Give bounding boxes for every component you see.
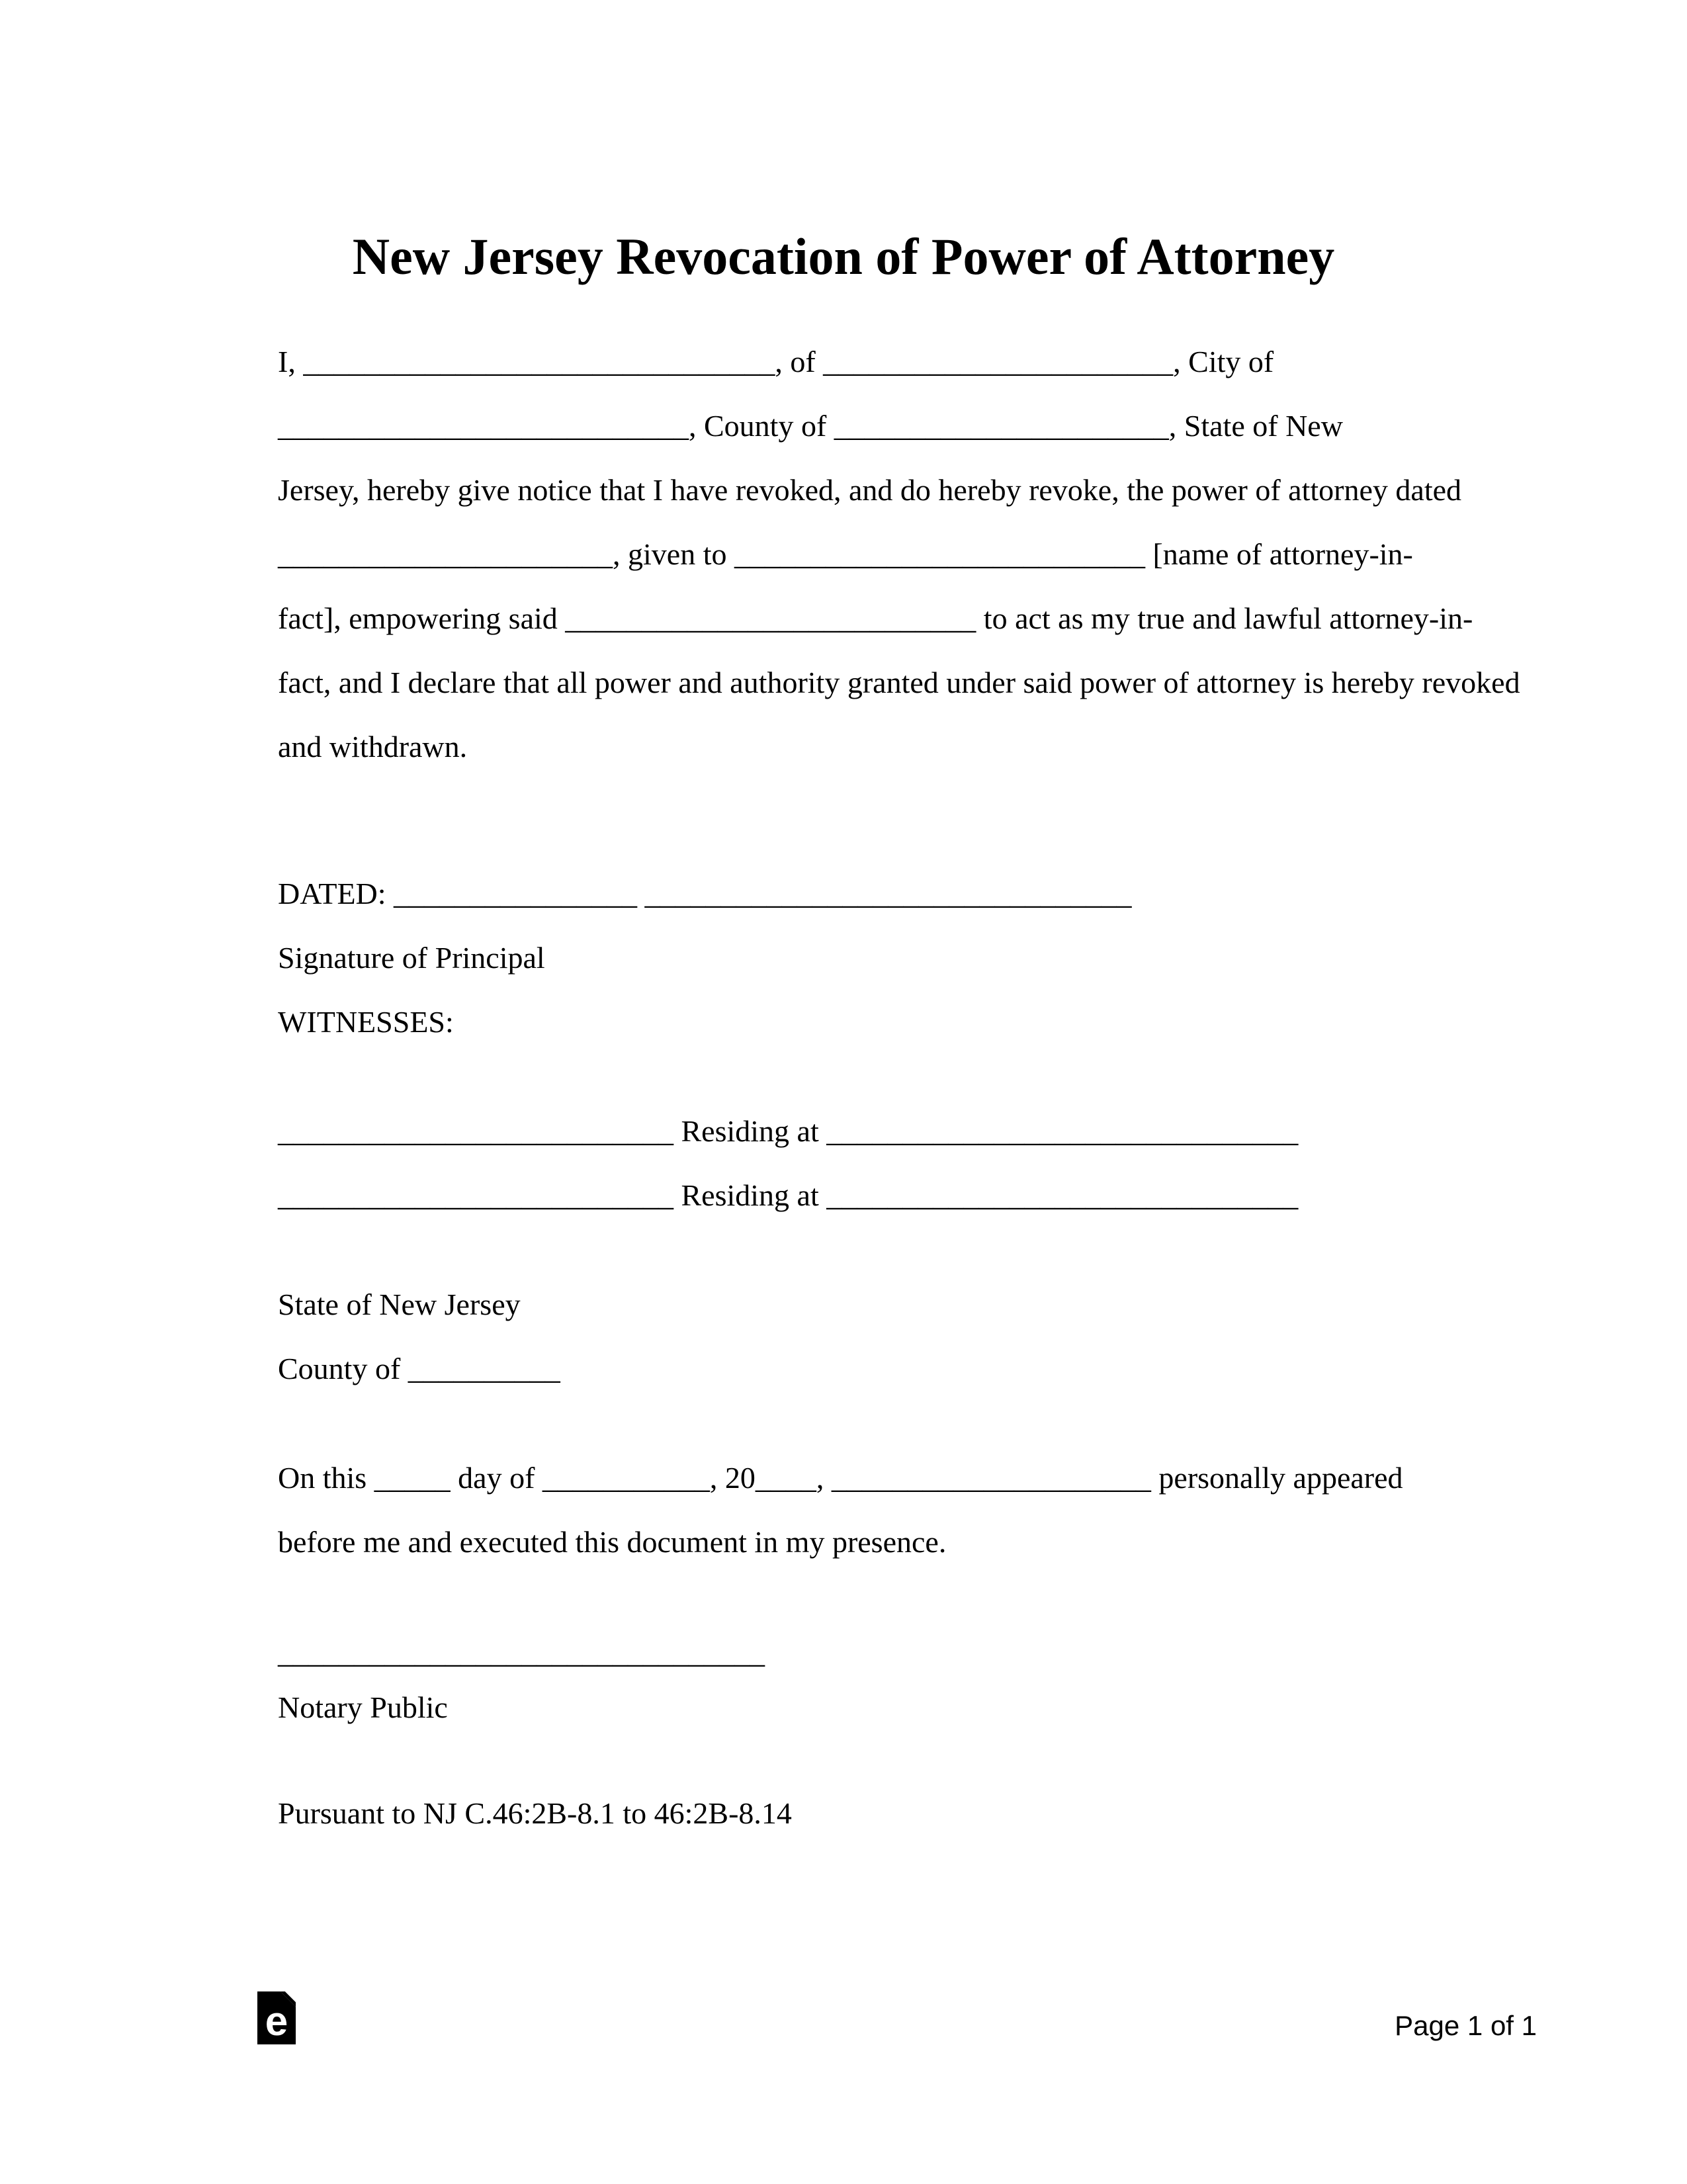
body-line-3: Jersey, hereby give notice that I have revoked, and do hereby revoke, the power of attorney dated [278, 473, 1462, 507]
notary-acknowledgment-line-2: before me and executed this document in my presence. [278, 1525, 947, 1559]
county-line: County of __________ [278, 1352, 560, 1385]
body-line-5: fact], empowering said ___________________________ to act as my true and lawful attorney-in- [278, 601, 1473, 635]
page-indicator: Page 1 of 1 [1395, 2010, 1537, 2041]
signature-caption: Signature of Principal [278, 941, 545, 975]
eforms-logo [257, 1991, 296, 2044]
witness-line-2: __________________________ Residing at _______________________________ [278, 1178, 1299, 1212]
witnesses-heading: WITNESSES: [278, 1005, 454, 1039]
witness-line-1: __________________________ Residing at _______________________________ [278, 1114, 1299, 1148]
body-line-4: ______________________, given to ___________________________ [name of attorney-in- [278, 537, 1413, 571]
document-title: New Jersey Revocation of Power of Attorney [352, 228, 1335, 285]
body-line-7: and withdrawn. [278, 730, 468, 764]
body-line-1: I, _______________________________, of _______________________, City of [278, 345, 1274, 378]
notary-signature-line: ________________________________ [278, 1636, 765, 1669]
logo-letter: e [265, 1999, 288, 2044]
dated-line: DATED: ________________ ________________________________ [278, 877, 1132, 910]
body-line-6: fact, and I declare that all power and authority granted under said power of attorney is hereby revoked [278, 666, 1520, 699]
notary-caption: Notary Public [278, 1690, 448, 1724]
statute-reference: Pursuant to NJ C.46:2B-8.1 to 46:2B-8.14 [278, 1796, 792, 1830]
state-line: State of New Jersey [278, 1288, 521, 1321]
body-line-2: ___________________________, County of ______________________, State of New [278, 409, 1343, 443]
notary-acknowledgment-line-1: On this _____ day of ___________, 20____, _____________________ personally appeared [278, 1461, 1403, 1495]
